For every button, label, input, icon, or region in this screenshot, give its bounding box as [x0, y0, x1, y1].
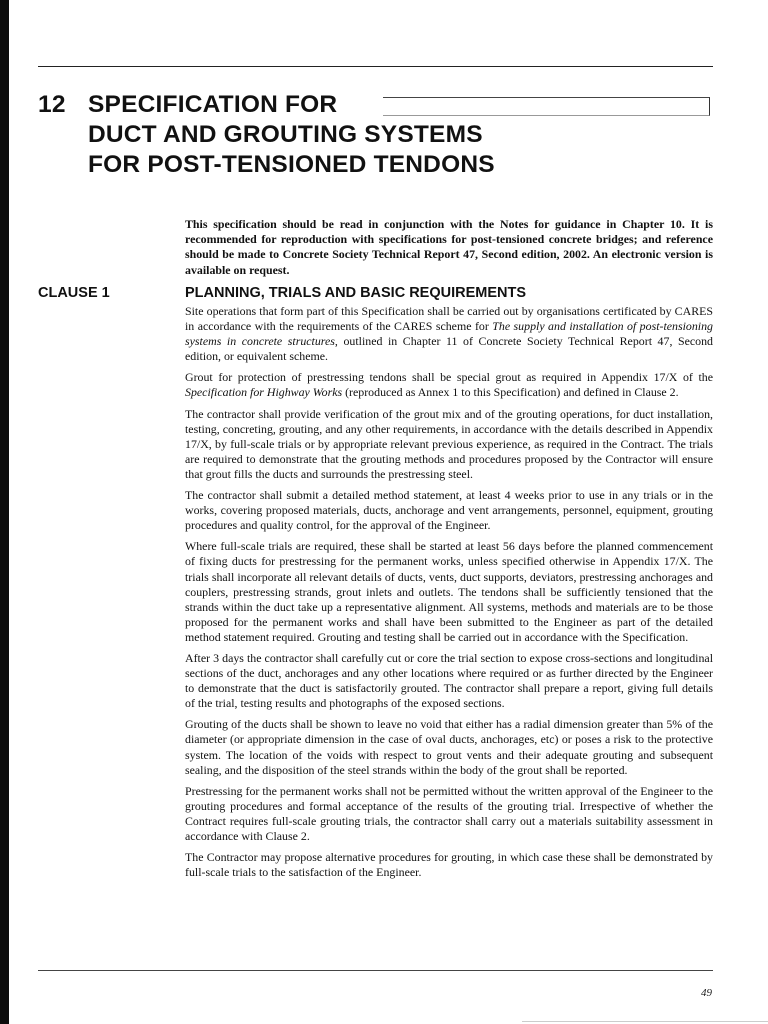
- chapter-title-line-1: 12 SPECIFICATION FOR: [38, 91, 338, 118]
- chapter-number: 12: [38, 91, 66, 118]
- top-rule: [38, 66, 713, 67]
- title-box-frame: [383, 97, 710, 116]
- publication-title: Specification for Highway Works: [185, 385, 343, 400]
- scan-edge: [0, 0, 9, 1024]
- chapter-title-line-3: FOR POST-TENSIONED TENDONS: [88, 151, 495, 178]
- scan-footer-line: [522, 1021, 768, 1022]
- clause-heading: PLANNING, TRIALS AND BASIC REQUIREMENTS: [185, 285, 527, 301]
- chapter-title-line-2: DUCT AND GROUTING SYSTEMS: [88, 121, 483, 148]
- publication-title: The supply and installation of post-tensioning systems in concrete structures: [185, 319, 713, 349]
- bottom-rule: [38, 970, 713, 971]
- paragraph-5: Where full-scale trials are required, these shall be started at least 56 days before the planned commencement of fixing ducts for prestressing for the permanent works, unless specified otherwise in Appendix 17/X. The trials shall incorporate all relevant details of ducts, vents, duct supports, deviators, prestressing anchorages and couplers, prestressing strands, grout inlets and outlets. The tendons shall be sufficiently tensioned that the strands within the duct take up a representative alignment. All systems, methods and materials are to be those proposed for the permanent works and shall have been submitted to the Engineer as part of the detailed method statement required. Grouting and testing shall be carried out in accordance with the Specification.: [185, 539, 713, 644]
- clause-body: [185, 304, 713, 886]
- paragraph-4: The contractor shall submit a detailed method statement, at least 4 weeks prior to use in any trials or in the works, covering proposed materials, ducts, anchorage and vent arrangements, personnel, equipment, grouting procedures and quality control, for the approval of the Engineer.: [185, 488, 713, 533]
- paragraph-6: After 3 days the contractor shall carefully cut or core the trial section to expose cross-sections and longitudinal sections of the duct, anchorages and any other locations where required or as further directed by the Engineer to demonstrate that the duct is satisfactorily grouted. The contractor shall prepare a report, giving full details of the trial, testing results and photographs of the exposed sections.: [185, 650, 713, 711]
- intro-note: This specification should be read in conjunction with the Notes for guidance in Chapter 10. It is recommended for reproduction with specifications for post-tensioned concrete bridges; and reference should be made to Concrete Society Technical Report 47, Second edition, 2002. An electronic version is available on request.: [185, 217, 713, 277]
- paragraph-8: Prestressing for the permanent works shall not be permitted without the written approval of the Engineer to the grouting procedures and formal acceptance of the results of the grouting trial. Irrespective of whether the Contract requires full-scale grouting trials, the contractor shall carry out a materials suitability assessment in accordance with Clause 2.: [185, 783, 713, 843]
- paragraph-3: The contractor shall provide verification of the grout mix and of the grouting operations, for duct installation, testing, concreting, grouting, and any other requirements, in accordance with the details described in Appendix 17/X, by full-scale trials or by appropriate relevant previous experience, as required in the Contract. The trials are required to demonstrate that the grouting methods and procedures proposed by the Contractor will ensure that grout fills the ducts and surrounds the prestressing steel.: [185, 406, 713, 481]
- paragraph-2: Grout for protection of prestressing tendons shall be special grout as required in Appendix 17/X of the Specification for Highway Works (reproduced as Annex 1 to this Specification) and defined in Clause 2.: [185, 370, 713, 400]
- clause-label: CLAUSE 1: [38, 285, 110, 301]
- page-number: 49: [701, 987, 712, 999]
- paragraph-1: Site operations that form part of this Specification shall be carried out by organisations certificated by CARES in accordance with the requirements of the CARES scheme for The supply and installation of post-tensioning systems in concrete structures, outlined in Chapter 11 of Concrete Society Technical Report 47, Second edition, or equivalent scheme.: [185, 304, 713, 364]
- paragraph-7: Grouting of the ducts shall be shown to leave no void that either has a radial dimension greater than 5% of the diameter (or appropriate dimension in the case of oval ducts, anchorages, etc) or poses a risk to the protective system. The location of the voids with respect to grout vents and their adequate grouting and subsequent sealing, and the disposition of the steel strands within the body of the grout shall be reported.: [185, 717, 713, 777]
- paragraph-9: The Contractor may propose alternative procedures for grouting, in which case these shall be demonstrated by full-scale trials to the satisfaction of the Engineer.: [185, 850, 713, 880]
